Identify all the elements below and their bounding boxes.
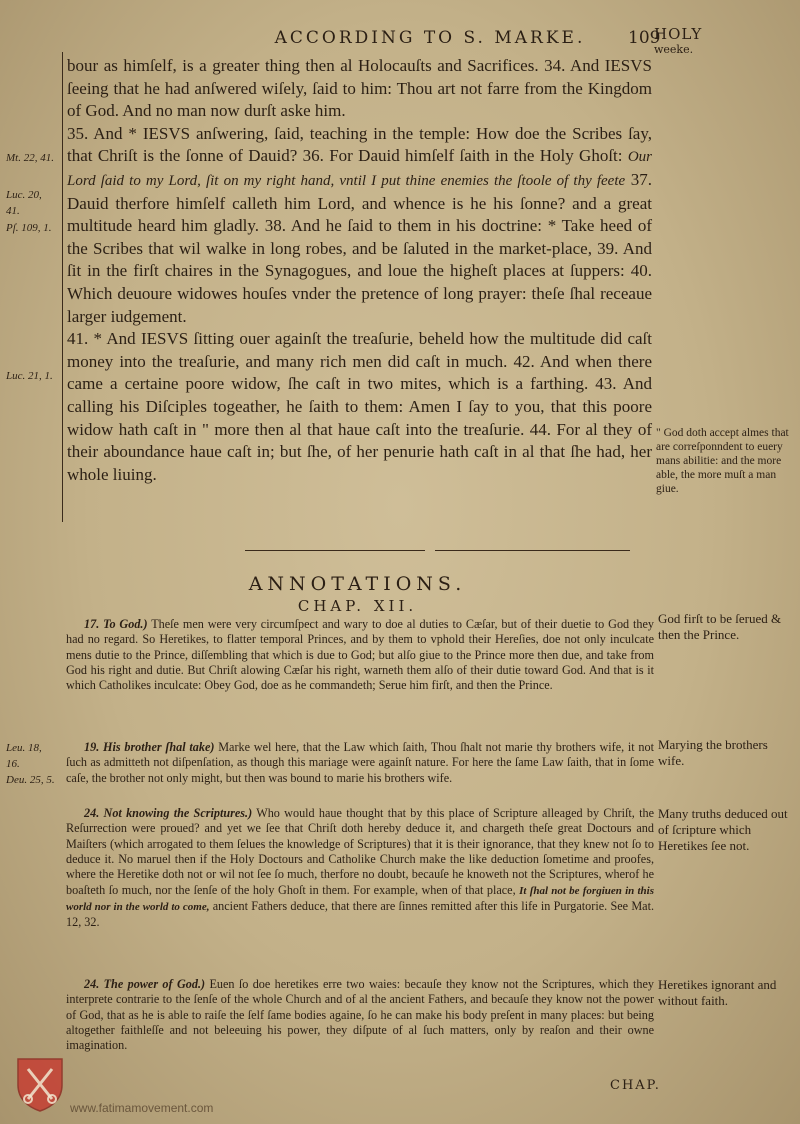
verse-text: 37. Dauid therfore himſelf calleth him Lord, and whence is he his ſonne? and a great multitude heard him gladly. 38. And he ſaid to them in his doctrine: * Take heed of the Scribes that wil walke in long robes, and be ſaluted in the market-place, 39. And ſit in the firſt chaires in the Synagogues, and loue the higheſt places at ſuppers: 40. Which deuoure widowes houſes vnder the pretence of long prayer: theſe ſhal receaue larger iudgement.	[67, 169, 653, 326]
annotation-body: ancient Fathers deduce, that there are ſinnes remitted after this life in Purgatorie. See Mat. 12, 32.	[66, 899, 655, 930]
annotation-gloss: Many truths deduced out of ſcripture which Heretikes ſee not.	[658, 806, 788, 853]
margin-reference: Pſ. 109, 1.	[6, 222, 52, 234]
watermark-url[interactable]: www.fatimamovement.com	[70, 1101, 214, 1115]
verse-paragraph: bour as himſelf, is a greater thing then al Holocauſts and Sacrifices. 34. And IESVS ſeeing that he had anſwered wiſely, ſaid to him: Thou art not farre from the Kingdom of God. And no man now durſt aske him.	[67, 56, 652, 121]
margin-reference: Mt. 22, 41.	[6, 152, 54, 164]
verse-text: 35. And * IESVS anſwering, ſaid, teaching in the temple: How doe the Scribes ſay, that Chriſt is the ſonne of Dauid? 36. For Dauid himſelf ſaith in the Holy Ghoſt:	[67, 123, 652, 166]
verse-paragraph	[67, 123, 652, 328]
annotation-lemma: 17. To God.)	[84, 617, 148, 631]
marginal-gloss: " God doth accept almes that are correſponndent to euery mans abilitie: and the more able, the more muſt a man giue.	[656, 427, 789, 495]
annotation-note	[66, 740, 654, 786]
catchword-top	[654, 26, 702, 58]
annotation-lemma: 19. His brother ſhal take)	[84, 740, 215, 754]
annotation-note	[66, 806, 654, 931]
annotation-gloss: Marying the brothers wife.	[658, 737, 768, 768]
text-margin-rule	[62, 52, 63, 522]
margin-reference: Luc. 20, 41.	[6, 189, 42, 217]
catchword-top-small: weeke.	[654, 43, 694, 56]
annotations-heading: ANNOTATIONS.	[248, 573, 467, 595]
papal-keys-shield-icon	[14, 1055, 66, 1113]
annotation-body: Marke wel here, that the Law which ſaith, Thou ſhalt not marie thy brothers wife, it not ſuch as admitteth not diſpenſation, as though this mariage were againſt nature. For here the ſame Law ſaith, that in ſome caſe, the brother not only might, but then was bound to marie his brothers wife.	[66, 740, 655, 785]
annotation-gloss: God firſt to be ſerued & then the Prince.	[658, 611, 782, 642]
annotation-lemma: 24. Not knowing the Scriptures.)	[84, 806, 253, 820]
chapter-heading: CHAP. XII.	[297, 597, 418, 615]
verse-quotation: Our Lord ſaid to my Lord, ſit on my right hand, vntil I put thine enemies the ſtoole of thy feete	[67, 149, 653, 189]
margin-reference: Deu. 25, 5.	[6, 774, 55, 786]
divider-rule	[245, 550, 425, 551]
annotation-body: Theſe men were very circumſpect and wary to doe al duties to Cæſar, but of their duetie to God they had no regard. So Heretikes, to flatter temporal Princes, and by them to vphold their Hereſies, doe not only inculcate mens dutie to the Prince, diſſembling that which is due to God; but alſo giue to the Prince more then due, and take from God his right and dutie. But Chriſt alowing Cæſar his right, warneth them alſo of their dutie toward God. And that is it which Catholikes inculcate: Obey God, doe as he commandeth; Serue him firſt, and then the Prince.	[66, 617, 655, 693]
page-number: 109	[628, 28, 661, 48]
running-title: ACCORDING TO S. MARKE.	[274, 28, 586, 48]
catchword-top-word: HOLY	[654, 25, 703, 43]
annotation-quotation: It ſhal not be forgiuen in this world nor in the world to come,	[66, 884, 654, 914]
scripture-text	[67, 55, 652, 486]
annotation-body: Who would haue thought that by this place of Scripture alleaged by Chriſt, the Reſurrection were proued? and yet we ſee that Chriſt doth hereby deduce it, and chargeth theſe great Doctours and Maiſters (which arrogated to them ſelues the knowledge of Scriptures) that it is their ignorance, that they knew not ſo to deduce it. No maruel then if the Holy Doctours and Catholike Church make the like deduction ſometime and proofes, where the Heretike doth not or wil not ſee ſo much, therfore no doubt, becauſe he knoweth not the Scriptures, wherof he boaſteth ſo much, nor the ſenſe of the holy Ghoſt in them. For example, when of that place,	[66, 806, 654, 897]
annotation-body: Euen ſo doe heretikes erre two waies: becauſe they know not the Scriptures, which they interprete contrarie to the ſenſe of the whole Church and of al the ancient Fathers, and becauſe they know not the power of God, that as he is able to raiſe the ſelf ſame bodies againe, ſo he can make his body preſent in many places: but being altogether faithleſſe and not beleeuing his power, they diſpute of al ſuch matters, only by reaſon and their owne imagination.	[66, 977, 655, 1053]
divider-rule	[435, 550, 630, 551]
catchword-bottom: CHAP.	[610, 1078, 661, 1093]
margin-reference: Leu. 18, 16.	[6, 742, 42, 770]
annotation-gloss: Heretikes ignorant and without faith.	[658, 977, 777, 1008]
margin-reference: Luc. 21, 1.	[6, 370, 53, 382]
annotation-lemma: 24. The power of God.)	[84, 977, 206, 991]
annotation-note	[66, 977, 654, 1054]
annotation-note	[66, 617, 654, 694]
verse-paragraph: 41. * And IESVS ſitting ouer againſt the treaſurie, beheld how the multitude did caſt money into the treaſurie, and many rich men did caſt in much. 42. And when there came a certaine poore widow, ſhe caſt in two mites, which is a farthing. 43. And calling his Diſciples togeather, he ſaith to them: Amen I ſay to you, that this poore widow hath caſt in " more then al that haue caſt into the treaſurie. 44. For al they of their aboundance haue caſt in; but ſhe, of her penurie hath caſt in al that ſhe had, her whole liuing.	[67, 329, 652, 484]
